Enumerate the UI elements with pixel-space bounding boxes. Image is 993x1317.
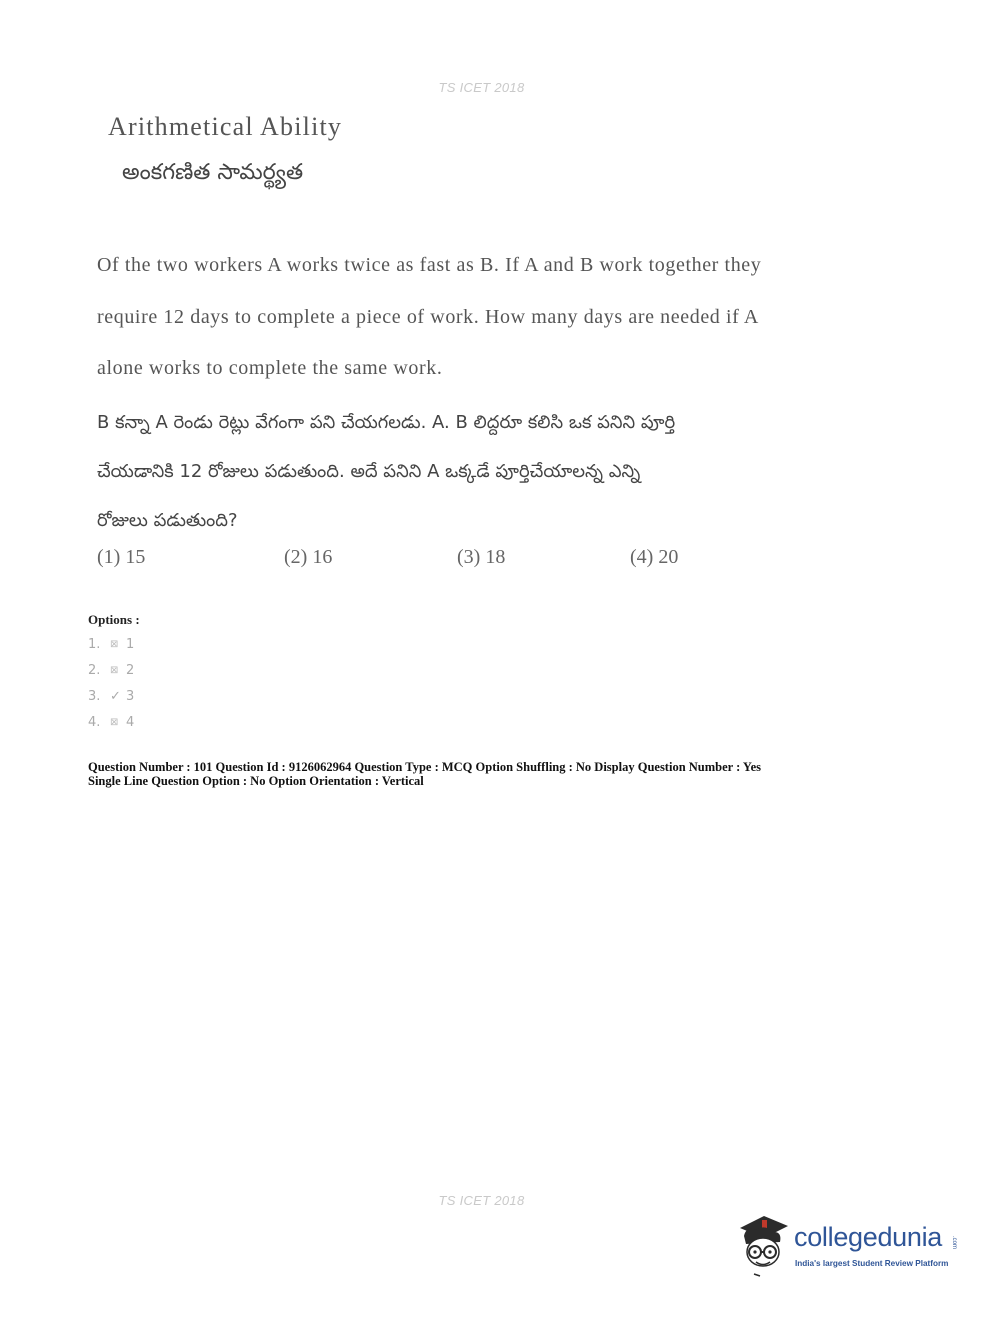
- watermark-bottom: TS ICET 2018: [438, 1193, 525, 1208]
- option-row: [88, 632, 134, 658]
- option-number: 2.: [88, 663, 101, 678]
- option-value: 4: [126, 715, 135, 730]
- option-value: 1: [126, 637, 135, 652]
- answer-choice: (2) 16: [284, 546, 333, 568]
- answer-choice: (4) 20: [630, 546, 679, 568]
- collegedunia-logo: [734, 1210, 964, 1282]
- option-row: [88, 658, 134, 684]
- student-mascot-icon: [734, 1210, 792, 1280]
- option-row: [88, 684, 134, 710]
- question-telugu-line: చేయడానికి 12 రోజులు పడుతుంది. అదే పనిని A ఒక్కడే పూర్తిచేయాలన్న ఎన్ని: [97, 461, 641, 482]
- question-english: [97, 240, 837, 395]
- options-label: Options :: [88, 612, 140, 627]
- option-value: 3: [126, 689, 135, 704]
- question-english-line: require 12 days to complete a piece of work. How many days are needed if A: [97, 305, 759, 328]
- section-title-telugu: అంకగణిత సామర్థ్యత: [122, 160, 304, 185]
- question-english-line: Of the two workers A works twice as fast as B. If A and B work together they: [97, 254, 762, 276]
- wrong-icon: ⊠: [110, 665, 119, 676]
- brand-name: collegedunia: [794, 1222, 943, 1252]
- wrong-icon: ⊠: [110, 639, 119, 650]
- metadata-line: Single Line Question Option : No Option Orientation : Vertical: [88, 774, 424, 788]
- question-metadata: [88, 760, 888, 788]
- answer-choices: [97, 546, 797, 576]
- option-number: 3.: [88, 689, 101, 704]
- option-row: [88, 710, 134, 736]
- answer-choice: (3) 18: [457, 546, 506, 568]
- brand-tagline: India's largest Student Review Platform: [795, 1259, 949, 1268]
- check-icon: ✓: [110, 689, 121, 704]
- answer-choice: (1) 15: [97, 546, 146, 568]
- options-list: [88, 632, 134, 736]
- question-telugu-line: రోజులు పడుతుంది?: [97, 510, 238, 531]
- option-number: 4.: [88, 715, 101, 730]
- metadata-line: Question Number : 101 Question Id : 9126062964 Question Type : MCQ Option Shuffling : No Display Question Number : Yes: [88, 760, 761, 774]
- option-value: 2: [126, 663, 135, 678]
- option-number: 1.: [88, 637, 101, 652]
- watermark-top: TS ICET 2018: [438, 80, 525, 95]
- brand-suffix: .com: [951, 1236, 957, 1250]
- question-telugu-line: B కన్నా A రెండు రెట్లు వేగంగా పని చేయగలడు. A. B లిద్దరూ కలిసి ఒక పనిని పూర్తి: [97, 412, 676, 433]
- section-title: Arithmetical Ability: [108, 112, 343, 141]
- wrong-icon: ⊠: [110, 717, 119, 728]
- question-telugu: [97, 398, 857, 545]
- question-english-line: alone works to complete the same work.: [97, 357, 443, 379]
